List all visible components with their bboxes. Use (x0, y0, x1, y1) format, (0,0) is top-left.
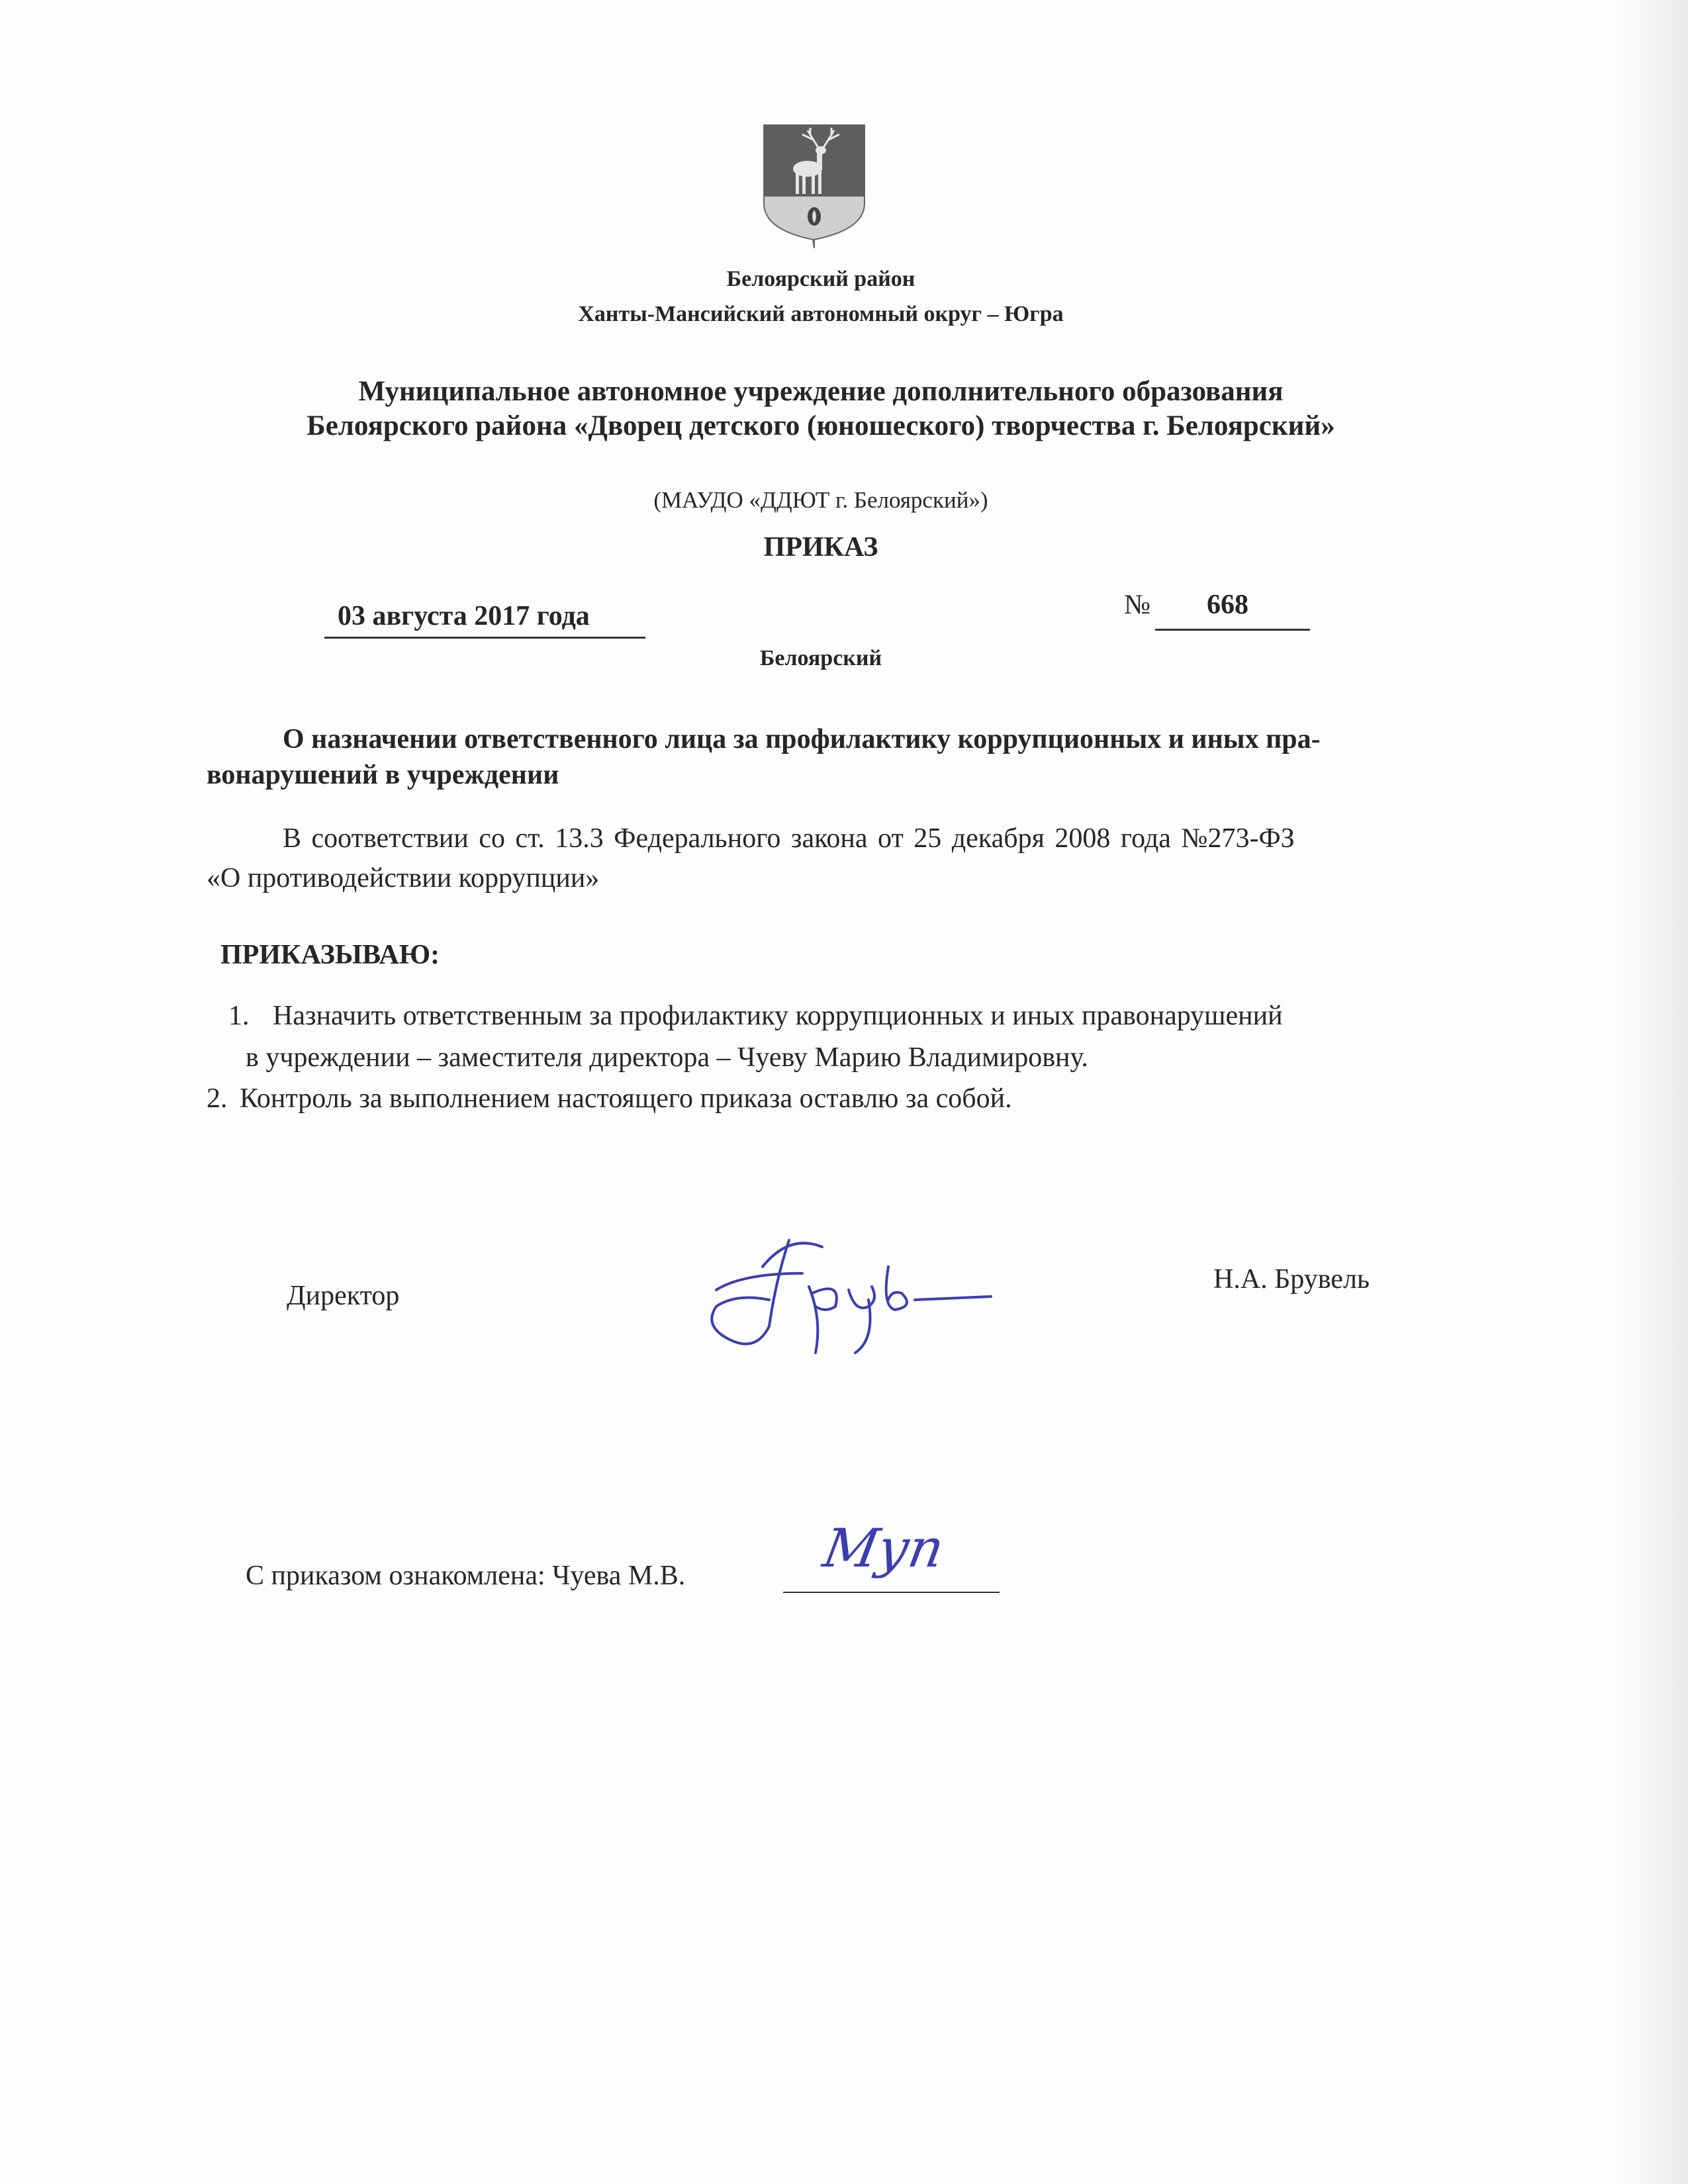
preamble-line-2: «О противодействии коррупции» (207, 863, 600, 893)
acknowledgement-underline (783, 1592, 1000, 1593)
institution-line-1: Муниципальное автономное учреждение дополнительного образования (358, 376, 1284, 407)
acknowledgement-signature: Муп (818, 1518, 949, 1579)
place-name: Белоярский (759, 646, 882, 670)
item-2-text: Контроль за выполнением настоящего приказа оставлю за собой. (240, 1083, 1012, 1114)
institution-line-2: Белоярского района «Дворец детского (юношеского) творчества г. Белоярский» (306, 410, 1335, 441)
title-line-2: вонарушений в учреждении (207, 760, 559, 790)
item-1-line-2: в учреждении – заместителя директора – Чуеву Марию Владимировну. (246, 1042, 1088, 1073)
preamble-line-1: В соответствии со ст. 13.3 Федерального закона от 25 декабря 2008 года №273-ФЗ (283, 823, 1295, 854)
order-number: 668 (1207, 590, 1248, 620)
title-line-1: О назначении ответственного лица за профилактику коррупционных и иных пра- (283, 724, 1321, 754)
acknowledgement-label: С приказом ознакомлена: Чуева М.В. (246, 1561, 686, 1591)
date-underline (324, 637, 645, 639)
number-sign: № (1124, 590, 1151, 620)
region-name: Ханты-Мансийский автономный округ – Югра (578, 302, 1064, 326)
number-underline (1155, 629, 1310, 631)
order-date: 03 августа 2017 года (338, 601, 590, 631)
district-name: Белоярский район (726, 267, 915, 291)
order-word: ПРИКАЗЫВАЮ: (220, 940, 440, 970)
director-signature (690, 1227, 994, 1359)
document-type: ПРИКАЗ (763, 532, 878, 563)
signer-name: Н.А. Брувель (1213, 1264, 1370, 1295)
signer-position: Директор (287, 1281, 400, 1311)
coat-of-arms-deer-icon (761, 124, 867, 250)
item-2-number: 2. (207, 1083, 228, 1114)
item-1-line-1: Назначить ответственным за профилактику коррупционных и иных правонарушений (273, 1001, 1283, 1031)
institution-abbreviation: (МАУДО «ДДЮТ г. Белоярский») (653, 487, 988, 513)
scan-edge-shadow (1615, 0, 1688, 2184)
item-1-number: 1. (228, 1001, 250, 1031)
